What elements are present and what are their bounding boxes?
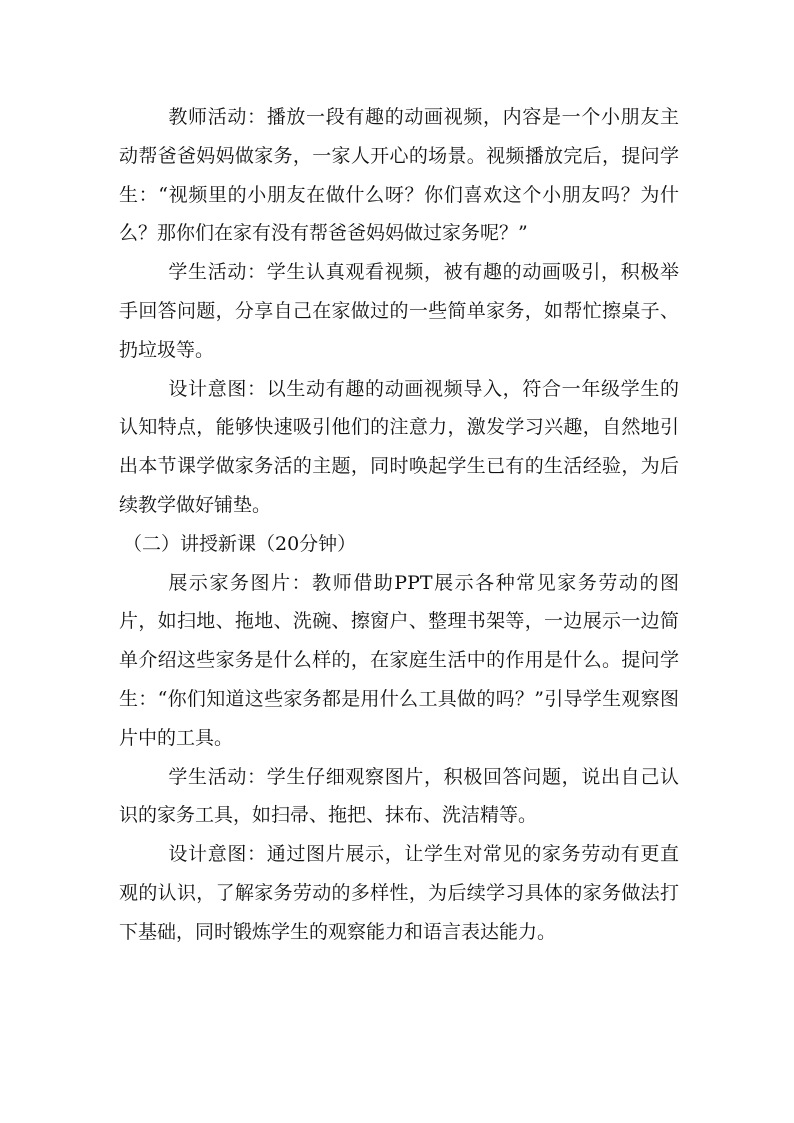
paragraph-show-chore-pictures: 展示家务图片：教师借助PPT展示各种常见家务劳动的图片，如扫地、拖地、洗碗、擦窗户、整理书架等，一边展示一边简单介绍这些家务是什么样的，在家庭生活中的作用是什么。提问学生：“你们知道这些家务都是用什么工具做的吗？”引导学生观察图片中的工具。 (119, 571, 679, 749)
paragraph-student-activity-new-lesson: 学生活动：学生仔细观察图片，积极回答问题，说出自己认识的家务工具，如扫帚、拖把、抹布、洗洁精等。 (119, 765, 679, 827)
paragraph-design-intent-intro: 设计意图：以生动有趣的动画视频导入，符合一年级学生的认知特点，能够快速吸引他们的注意力，激发学习兴趣，自然地引出本节课学做家务活的主题，同时唤起学生已有的生活经验，为后续教学做好铺垫。 (119, 377, 679, 516)
paragraph-student-activity-intro: 学生活动：学生认真观看视频，被有趣的动画吸引，积极举手回答问题，分享自己在家做过的一些简单家务，如帮忙擦桌子、扔垃圾等。 (119, 261, 679, 361)
paragraph-teacher-activity-intro: 教师活动：播放一段有趣的动画视频，内容是一个小朋友主动帮爸爸妈妈做家务，一家人开心的场景。视频播放完后，提问学生：“视频里的小朋友在做什么呀？你们喜欢这个小朋友吗？为什么？那你们在家有没有帮爸爸妈妈做过家务呢？” (119, 106, 679, 245)
section-heading-new-lesson: （二）讲授新课（20分钟） (123, 532, 357, 555)
document-body (119, 98, 679, 952)
paragraph-design-intent-new-lesson: 设计意图：通过图片展示，让学生对常见的家务劳动有更直观的认识，了解家务劳动的多样性，为后续学习具体的家务做法打下基础，同时锻炼学生的观察能力和语言表达能力。 (119, 843, 679, 943)
